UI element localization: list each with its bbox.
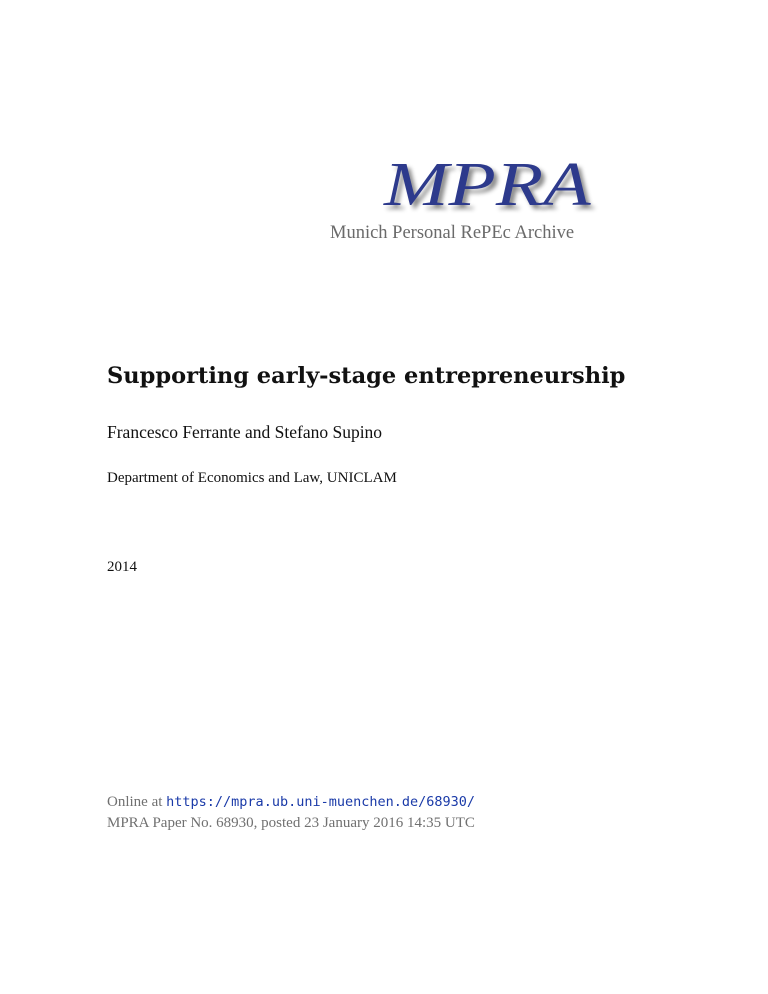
- paper-authors: Francesco Ferrante and Stefano Supino: [107, 422, 383, 442]
- paper-url-link[interactable]: https://mpra.ub.uni-muenchen.de/68930/: [166, 794, 476, 810]
- mpra-logo: [330, 148, 660, 248]
- online-at-line: [107, 792, 475, 812]
- paper-title: Supporting early-stage entrepreneurship: [107, 363, 626, 389]
- mpra-logo-subtitle: Munich Personal RePEc Archive: [330, 223, 575, 243]
- online-at-prefix: Online at: [107, 794, 167, 810]
- paper-affiliation: Department of Economics and Law, UNICLAM: [107, 470, 397, 486]
- paper-year: 2014: [107, 559, 137, 575]
- paper-number-info: MPRA Paper No. 68930, posted 23 January 2016 14:35 UTC: [107, 815, 475, 831]
- mpra-logo-mark: MPRA: [384, 151, 591, 219]
